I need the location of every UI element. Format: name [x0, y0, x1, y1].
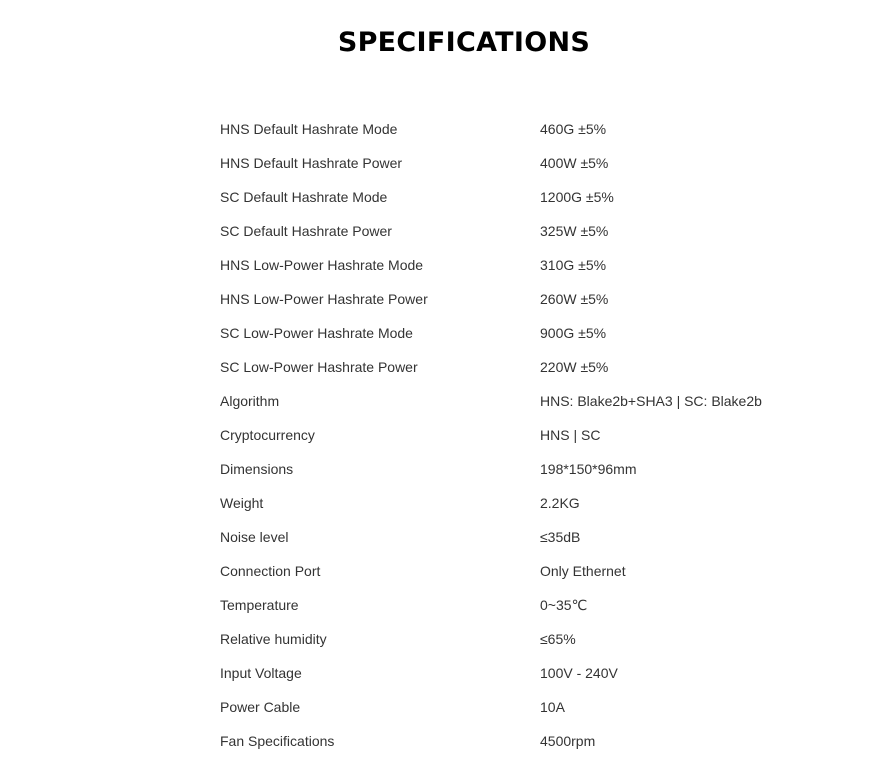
spec-value: HNS | SC [540, 427, 601, 443]
spec-row [220, 350, 820, 384]
spec-row [220, 520, 820, 554]
spec-value: 260W ±5% [540, 291, 609, 307]
spec-value: 325W ±5% [540, 223, 609, 239]
spec-label: Dimensions [220, 461, 294, 477]
spec-label: Input Voltage [220, 665, 302, 681]
spec-label: Fan Specifications [220, 733, 335, 749]
spec-label: Noise level [220, 529, 289, 545]
spec-value: 2.2KG [540, 495, 580, 511]
spec-label: HNS Low-Power Hashrate Mode [220, 257, 424, 273]
spec-label: SC Low-Power Hashrate Power [220, 359, 418, 375]
specifications-table [220, 112, 820, 758]
spec-value: Only Ethernet [540, 563, 626, 579]
spec-row [220, 146, 820, 180]
spec-label: Power Cable [220, 699, 301, 715]
spec-value: ≤65% [540, 631, 576, 647]
spec-value: 310G ±5% [540, 257, 607, 273]
spec-label: Temperature [220, 597, 299, 613]
page-title: SPECIFICATIONS [337, 27, 591, 58]
spec-value: 4500rpm [540, 733, 596, 749]
spec-value: 10A [540, 699, 565, 715]
spec-value: 460G ±5% [540, 121, 607, 137]
spec-row [220, 724, 820, 758]
spec-row [220, 486, 820, 520]
spec-label: HNS Default Hashrate Mode [220, 121, 398, 137]
spec-value: 220W ±5% [540, 359, 609, 375]
spec-label: Cryptocurrency [220, 427, 315, 443]
spec-row [220, 180, 820, 214]
spec-label: SC Default Hashrate Power [220, 223, 392, 239]
spec-value: 900G ±5% [540, 325, 607, 341]
spec-row [220, 316, 820, 350]
spec-label: HNS Default Hashrate Power [220, 155, 403, 171]
spec-value: 0~35℃ [540, 596, 588, 613]
spec-row [220, 656, 820, 690]
spec-row [220, 112, 820, 146]
spec-row [220, 452, 820, 486]
spec-row [220, 588, 820, 622]
spec-label: SC Default Hashrate Mode [220, 189, 388, 205]
spec-value: HNS: Blake2b+SHA3 | SC: Blake2b [540, 393, 762, 409]
spec-row [220, 282, 820, 316]
spec-label: SC Low-Power Hashrate Mode [220, 325, 413, 341]
spec-row [220, 418, 820, 452]
spec-row [220, 622, 820, 656]
spec-row [220, 384, 820, 418]
spec-label: Weight [220, 495, 264, 511]
spec-row [220, 690, 820, 724]
spec-row [220, 248, 820, 282]
spec-value: 400W ±5% [540, 155, 609, 171]
spec-value: 100V - 240V [540, 665, 618, 681]
spec-row [220, 554, 820, 588]
spec-label: Relative humidity [220, 631, 327, 647]
spec-value: ≤35dB [540, 529, 581, 545]
spec-value: 1200G ±5% [540, 189, 614, 205]
spec-value: 198*150*96mm [540, 461, 637, 477]
spec-label: Algorithm [220, 393, 280, 409]
spec-row [220, 214, 820, 248]
spec-label: HNS Low-Power Hashrate Power [220, 291, 428, 307]
spec-label: Connection Port [220, 563, 321, 579]
